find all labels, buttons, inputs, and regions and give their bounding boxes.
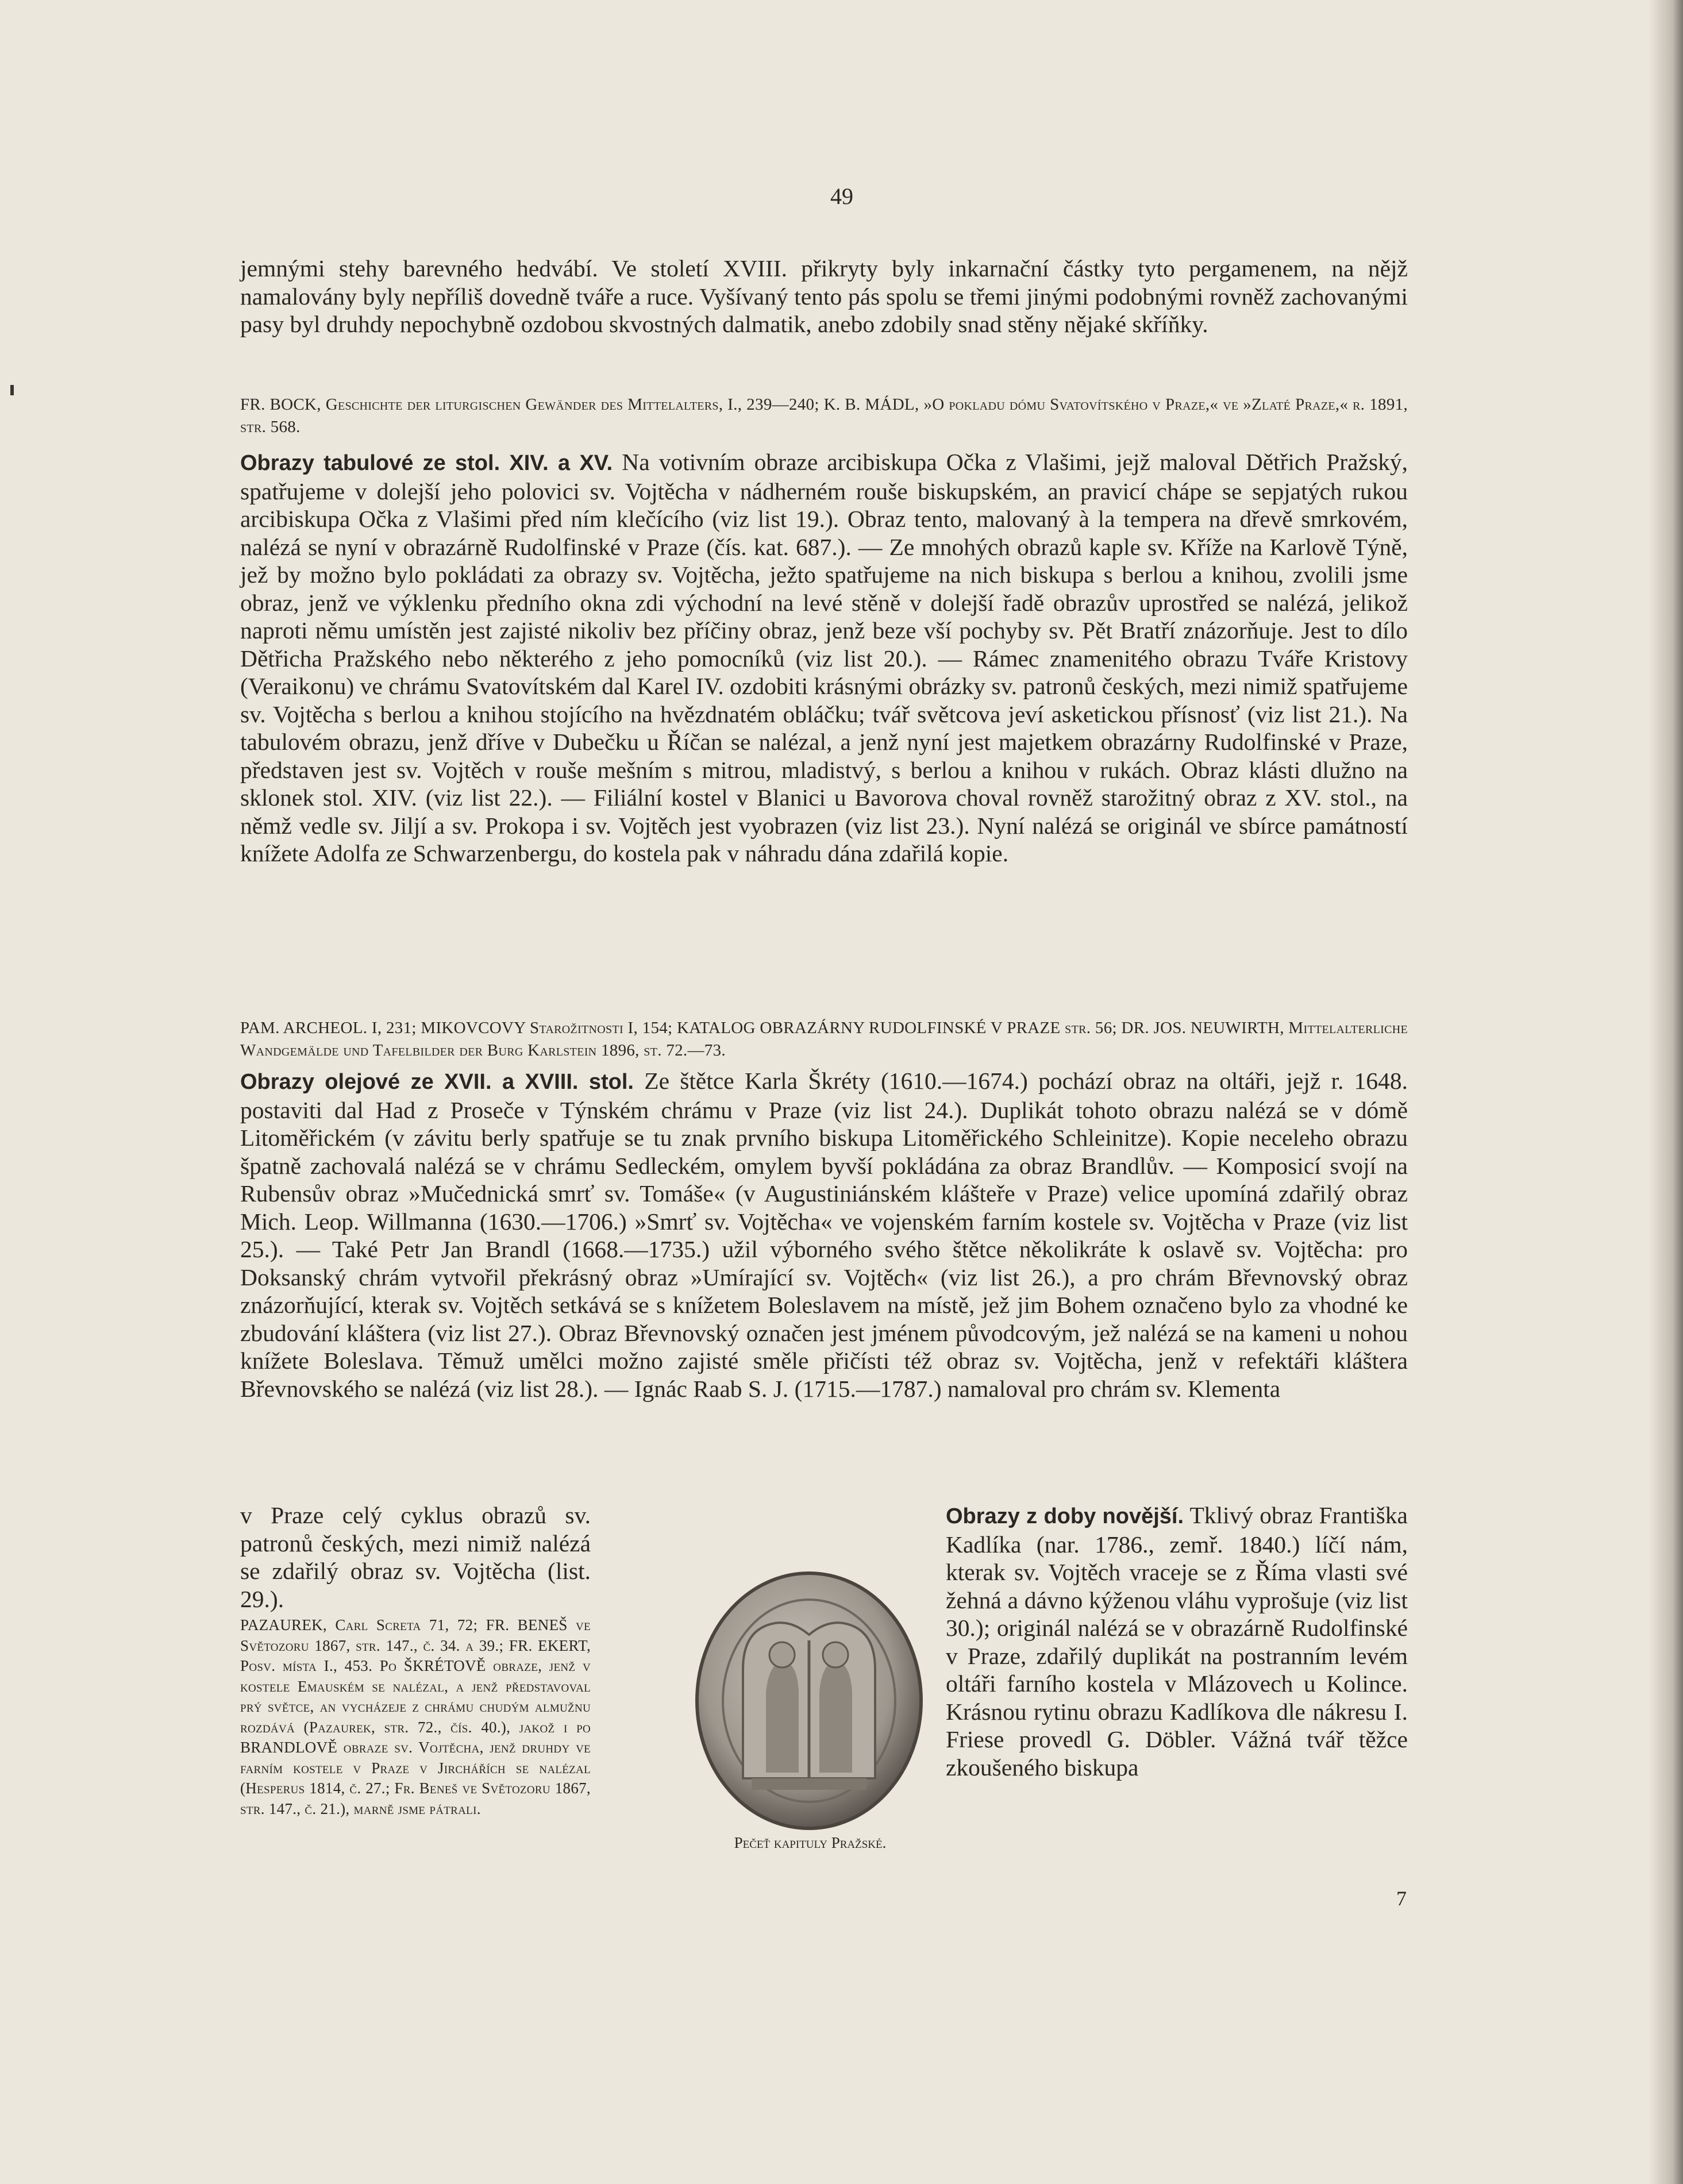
seal-caption: Pečeť kapituly Pražské.: [734, 1834, 887, 1851]
section-oil-paintings: [240, 1067, 1408, 1403]
left-column-reference: PAZAUREK, Carl Screta 71, 72; FR. BENEŠ ve Světozoru 1867, str. 147., č. 34. a 39.; FR. EKERT, Posv. místa I., 453. Po ŠKRÉTOVĚ obraze, jenž v kostele Emauském se nalézal, a jenž představoval prý světce, an vycházeje z chrámu chudým almužnu rozdává (Pazaurek, str. 72., čís. 40.), jakož i po BRANDLOVĚ obraze sv. Vojtěcha, jenž druhdy ve farním kostele v Praze v Jirchářích se nalézal (Hesperus 1814, č. 27.; Fr. Beneš ve Světozoru 1867, str. 147., č. 21.), marně jsme pátrali.: [240, 1616, 591, 1817]
section-panel-paintings: [240, 448, 1408, 868]
reference-archeol: PAM. ARCHEOL. I, 231; MIKOVCOVY Starožitnosti I, 154; KATALOG OBRAZÁRNY RUDOLFINSKÉ V PRAZE str. 56; DR. JOS. NEUWIRTH, Mittelalterliche Wandgemälde und Tafelbilder der Burg Karlstein 1896, st. 72.—73.: [240, 1019, 1408, 1060]
margin-mark: [10, 385, 14, 395]
sheet-number: 7: [1396, 1887, 1407, 1910]
left-column-text: v Praze celý cyklus obrazů sv. patronů českých, mezi nimiž nalézá se zdařilý obraz sv. Vojtěcha (list. 29.).: [240, 1502, 591, 1612]
seal-image: [688, 1560, 930, 1830]
section-heading-oil-paintings: Obrazy olejové ze XVII. a XVIII. stol.: [240, 1070, 634, 1094]
right-column: [946, 1501, 1408, 1781]
section-heading-panel-paintings: Obrazy tabulové ze stol. XIV. a XV.: [240, 451, 613, 475]
right-column-text: [946, 1501, 1408, 1781]
right-column-body: Tklivý obraz Františka Kadlíka (nar. 1786., zemř. 1840.) líčí nám, kterak sv. Vojtěch vraceje se z Říma vlasti své žehná a dávno kýženou vláhu vyprošuje (viz list 30.); originál nalézá se v obrazárně Rudolfinské v Praze, zdařilý duplikát na postranním levém oltáři farního kostela v Mlázovech u Kolince. Krásnou rytinu obrazu Kadlíkova dle nákresu I. Friese provedl G. Döbler. Vážná tvář těžce zkoušeného biskupa: [946, 1502, 1408, 1781]
section-text-oil-paintings: Ze štětce Karla Škréty (1610.—1674.) pochází obraz na oltáři, jejž r. 1648. postaviti dal Had z Proseče v Týnském chrámu v Praze (viz list 24.). Duplikát tohoto obrazu nalézá se v dómě Litoměřickém (v závitu berly spatřuje se tu znak prvního biskupa Litoměřického Schleinitze). Kopie neceleho obrazu špatně zachovalá nalézá se v chrámu Sedleckém, omylem byvší pokládána za obraz Brandlův. — Komposicí svojí na Rubensův obraz »Mučednická smrť sv. Tomáše« (v Augustiniánském klášteře v Praze) velice upomíná zdařilý obraz Mich. Leop. Willmanna (1630.—1706.) »Smrť sv. Vojtěcha« ve vojenském farním kostele sv. Vojtěcha v Praze (viz list 25.). — Také Petr Jan Brandl (1668.—1735.) užil výborného svého štětce několikráte k oslavě sv. Vojtěcha: pro Doksanský chrám vytvořil překrásný obraz »Umírající sv. Vojtěch« (viz list 26.), a pro chrám Břevnovský obraz znázorňující, kterak sv. Vojtěch setkává se s knížetem Boleslavem na místě, jež jim Bohem označeno bylo za vhodné ke zbudování kláštera (viz list 27.). Obraz Břevnovský označen jest jménem původcovým, jež nalézá se na kameni u nohou knížete Boleslava. Těmuž umělci možno zajisté směle přičísti též obraz sv. Vojtěcha, jenž v refektáři kláštera Břevnovského se nalézá (viz list 28.). — Ignác Raab S. J. (1715.—1787.) namaloval pro chrám sv. Klementa: [240, 1068, 1408, 1402]
page-number: 49: [830, 183, 853, 209]
section-text-panel-paintings: Na votivním obraze arcibiskupa Očka z Vlašimi, jejž maloval Dětřich Pražský, spatřujeme v dolejší jeho polovici sv. Vojtěcha v nádherném rouše biskupském, an pravicí chápe se sepjatých rukou arcibiskupa Očka z Vlašimi před ním klečícího (viz list 19.). Obraz tento, malovaný à la tempera na dřevě smrkovém, nalézá se nyní v obrazárně Rudolfinské v Praze (čís. kat. 687.). — Ze mnohých obrazů kaple sv. Kříže na Karlově Týně, jež by možno bylo pokládati za obrazy sv. Vojtěcha, ježto spatřujeme na nich biskupa s berlou a knihou, zvolili jsme obraz, jenž ve výklenku předního okna zdi východní na levé stěně v dolejší řadě obrazův uprostřed se nalézá, jelikož naproti němu umístěn jest zajisté nikoliv bez příčiny obraz, jenž beze vší pochyby sv. Pět Bratří znázorňuje. Jest to dílo Dětřicha Pražského nebo některého z jeho pomocníků (viz list 20.). — Rámec znamenitého obrazu Tváře Kristovy (Veraikonu) ve chrámu Svatovítském dal Karel IV. ozdobiti krásnými obrázky sv. patronů českých, mezi nimiž spatřujeme sv. Vojtěcha s berlou a knihou stojícího na hvězdnatém obláčku; tvář světcova jeví asketickou přísnosť (viz list 21.). Na tabulovém obrazu, jenž dříve v Dubečku u Říčan se nalézal, a jenž nyní jest majetkem obrazárny Rudolfinské v Praze, představen jest sv. Vojtěch v rouše mešním s mitrou, mladistvý, s berlou a knihou v rukách. Obraz klásti dlužno na sklonek stol. XIV. (viz list 22.). — Filiální kostel v Blanici u Bavorova choval rovněž starožitný obraz z XV. stol., na němž vedle sv. Jiljí a sv. Prokopa i sv. Vojtěch jest vyobrazen (viz list 23.). Nyní nalézá se originál ve sbírce památností knížete Adolfa ze Schwarzenbergu, do kostela pak v náhradu dána zdařilá kopie.: [240, 449, 1408, 866]
right-column-heading: Obrazy z doby novější.: [946, 1504, 1184, 1528]
reference-bock: FR. BOCK, Geschichte der liturgischen Gewänder des Mittelalters, I., 239—240; K. B. MÁDL, »O pokladu dómu Svatovítského v Praze,« ve »Zlaté Praze,« r. 1891, str. 568.: [240, 395, 1408, 436]
page-edge-shadow: [1649, 0, 1683, 2184]
paragraph-vestments: jemnými stehy barevného hedvábí. Ve století XVIII. přikryty byly inkarnační částky tyto pergamenem, na nějž namalovány byly nepříliš dovedně tváře a ruce. Vyšívaný tento pás spolu se třemi jinými podobnými rovněž zachovanými pasy byl druhdy nepochybně ozdobou skvostných dalmatik, anebo zdobily snad stěny nějaké skříňky.: [240, 255, 1408, 337]
seal-illustration: [688, 1560, 930, 1859]
left-column: [240, 1501, 591, 1819]
